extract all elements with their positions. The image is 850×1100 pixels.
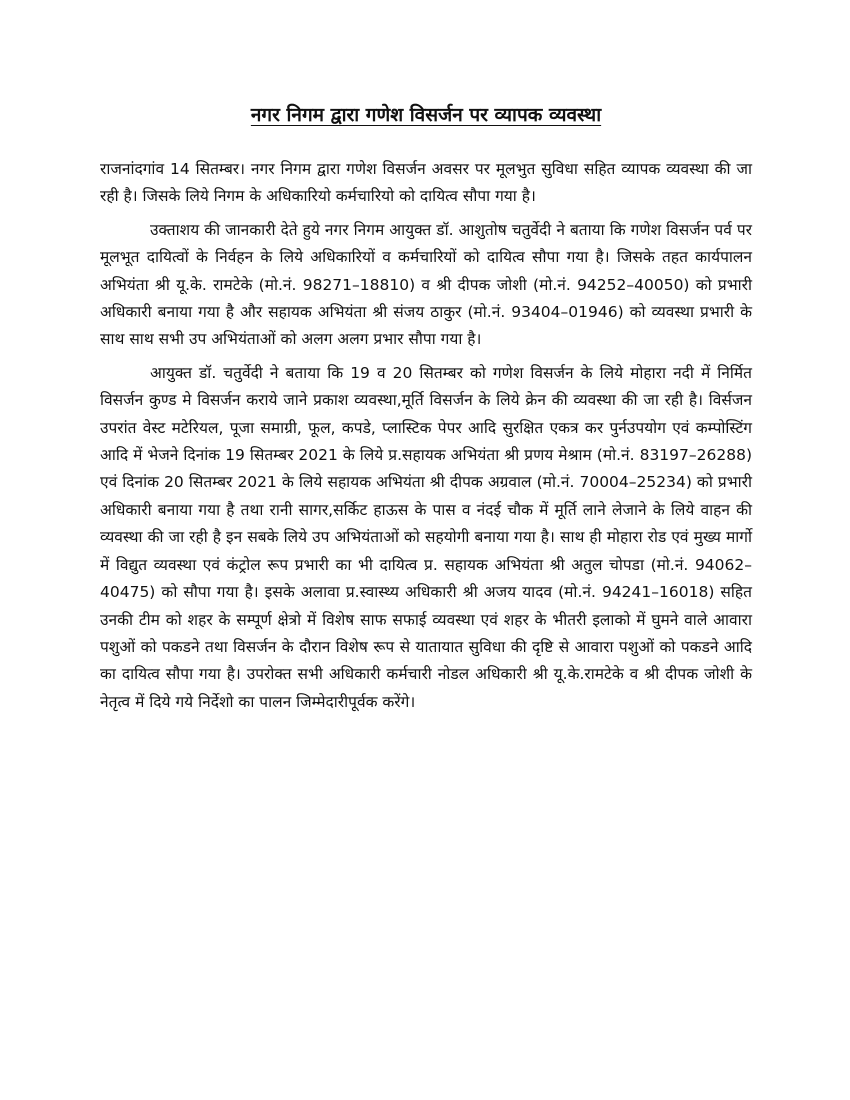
document-page [100, 100, 752, 722]
paragraph-commissioner-info: उक्ताशय की जानकारी देते हुये नगर निगम आयुक्त डॉ. आशुतोष चतुर्वेदी ने बताया कि गणेश विसर्जन पर्व पर मूलभूत दायित्वों के निर्वहन के लिये अधिकारियों व कर्मचारियों को दायित्व सौपा गया है। जिसके तहत कार्यपालन अभियंता श्री यू.के. रामटेके (मो.नं. 98271–18810) व श्री दीपक जोशी (मो.नं. 94252–40050) को प्रभारी अधिकारी बनाया गया है और सहायक अभियंता श्री संजय ठाकुर (मो.नं. 93404–01946) को व्यवस्था प्रभारी के साथ साथ सभी उप अभियंताओं को अलग अलग प्रभार सौपा गया है। [100, 220, 752, 349]
document-title: नगर निगम द्वारा गणेश विसर्जन पर व्यापक व्यवस्था [250, 104, 602, 126]
paragraph-immersion-arrangements: आयुक्त डॉ. चतुर्वेदी ने बताया कि 19 व 20 सितम्बर को गणेश विसर्जन के लिये मोहारा नदी में निर्मित विसर्जन कुण्ड मे विसर्जन कराये जाने प्रकाश व्यवस्था,मूर्ति विसर्जन के लिये क्रेन की व्यवस्था की जा रही है। विर्सजन उपरांत वेस्ट मटेरियल, पूजा समाग्री, फूल, कपडे, प्लास्टिक पेपर आदि सुरक्षित एकत्र कर पुर्नउपयोग एवं कम्पोस्टिंग आदि में भेजने दिनांक 19 सितम्बर 2021 के लिये प्र.सहायक अभियंता श्री प्रणय मेश्राम (मो.नं. 83197–26288) एवं दिनांक 20 सितम्बर 2021 के लिये सहायक अभियंता श्री दीपक अग्रवाल (मो.नं. 70004–25234) को प्रभारी अधिकारी बनाया गया है तथा रानी सागर,सर्किट हाऊस के पास व नंदई चौक में मूर्ति लाने लेजाने के लिये वाहन की व्यवस्था की जा रही है इन सबके लिये उप अभियंताओं को सहयोगी बनाया गया है। साथ ही मोहारा रोड एवं मुख्य मार्गो में विद्युत व्यवस्था एवं कंट्रोल रूप प्रभारी का भी दायित्व प्र. सहायक अभियंता श्री अतुल चोपडा (मो.नं. 94062–40475) को सौपा गया है। इसके अलावा प्र.स्वास्थ्य अधिकारी श्री अजय यादव (मो.नं. 94241–16018) सहित उनकी टीम को शहर के सम्पूर्ण क्षेत्रो में विशेष साफ सफाई व्यवस्था एवं शहर के भीतरी इलाको में घुमने वाले आवारा पशुओं को पकडने तथा विसर्जन के दौरान विशेष रूप से यातायात सुविधा की दृष्टि से आवारा पशुओं को पकडने आदि का दायित्व सौपा गया है। उपरोक्त सभी अधिकारी कर्मचारी नोडल अधिकारी श्री यू.के.रामटेके व श्री दीपक जोशी के नेतृत्व में दिये गये निर्देशो का पालन जिम्मेदारीपूर्वक करेंगे। [100, 363, 752, 711]
paragraph-intro: राजनांदगांव 14 सितम्बर। नगर निगम द्वारा गणेश विसर्जन अवसर पर मूलभुत सुविधा सहित व्यापक व्यवस्था की जा रही है। जिसके लिये निगम के अधिकारियो कर्मचारियो को दायित्व सौपा गया है। [100, 160, 752, 206]
